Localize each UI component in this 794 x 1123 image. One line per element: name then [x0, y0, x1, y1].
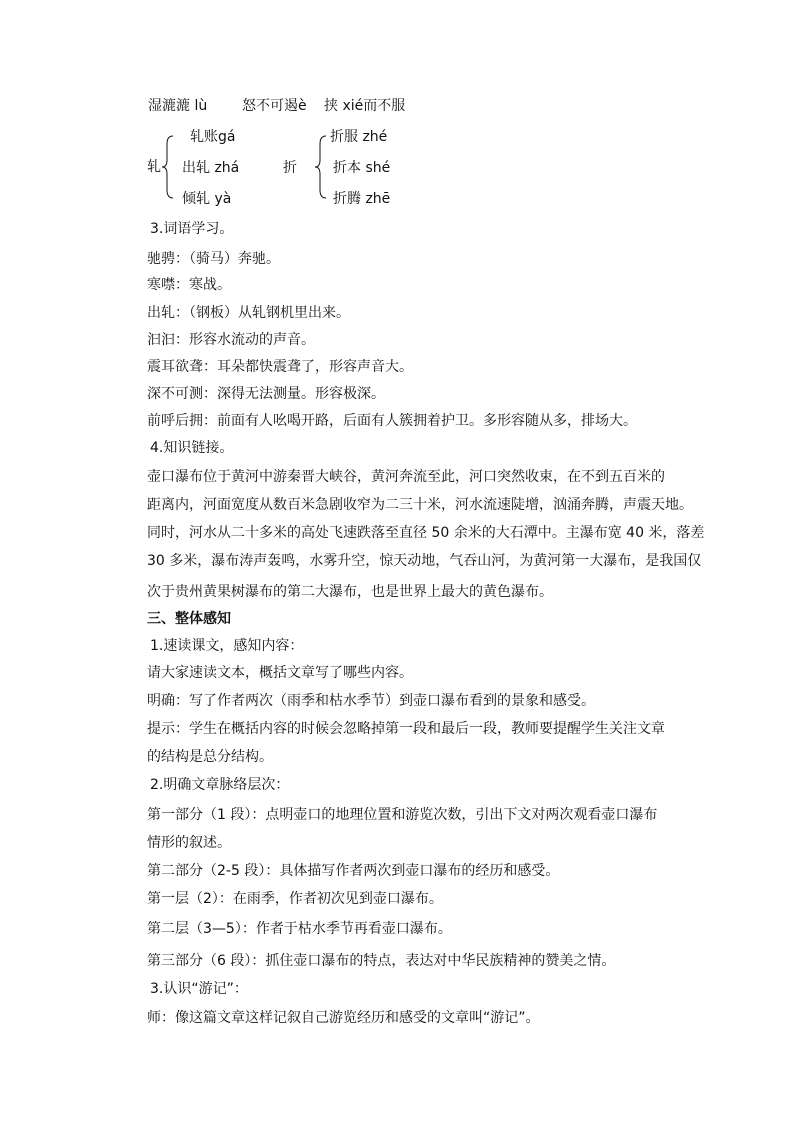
- vocab-item: 出轧：（钢板）从轧钢机里出来。: [147, 305, 350, 321]
- paragraph: 第二层（3—5）：作者于枯水季节再看壶口瀑布。: [147, 921, 452, 937]
- vocab-item: 震耳欲聋：耳朵都快震聋了，形容声音大。: [147, 359, 413, 375]
- left-brace-icon: [314, 134, 328, 200]
- zha-item-3: 倾轧 yà: [182, 191, 232, 207]
- knowledge-title: 4.知识链接。: [150, 440, 234, 456]
- zha-item-2: 出轧 zhá: [182, 160, 240, 176]
- subsection-title: 1.速读课文，感知内容：: [150, 638, 304, 654]
- paragraph: 第一层（2）：在雨季，作者初次见到壶口瀑布。: [147, 891, 443, 907]
- pinyin-word-3: 挟 xié而不服: [324, 98, 406, 114]
- knowledge-line: 距离内，河面宽度从数百米急剧收窄为二三十米，河水流速陡增，汹涌奔腾，声震天地。: [147, 497, 693, 513]
- vocab-item: 前呼后拥：前面有人吆喝开路，后面有人簇拥着护卫。多形容随从多，排场大。: [147, 413, 637, 429]
- vocab-item: 驰骋：（骑马）奔驰。: [147, 251, 280, 267]
- subsection-title: 2.明确文章脉络层次：: [150, 777, 290, 793]
- paragraph: 第三部分（6 段）：抓住壶口瀑布的特点，表达对中华民族精神的赞美之情。: [147, 953, 616, 969]
- subsection-title: 3.认识“游记”：: [150, 981, 248, 997]
- vocab-title: 3.词语学习。: [150, 221, 234, 237]
- vocab-item: 汩汩：形容水流动的声音。: [147, 332, 315, 348]
- knowledge-line: 次于贵州黄果树瀑布的第二大瀑布，也是世界上最大的黄色瀑布。: [147, 584, 553, 600]
- paragraph: 师：像这篇文章这样记叙自己游览经历和感受的文章叫“游记”。: [147, 1010, 540, 1026]
- paragraph: 的结构是总分结构。: [147, 749, 273, 765]
- pinyin-word-1: 湿漉漉 lù: [148, 98, 208, 114]
- paragraph: 第一部分（1 段）：点明壶口的地理位置和游览次数，引出下文对两次观看壶口瀑布: [147, 807, 658, 823]
- section-heading: 三、整体感知: [147, 611, 231, 627]
- zhe-head-char: 折: [283, 160, 297, 176]
- knowledge-line: 壶口瀑布位于黄河中游秦晋大峡谷，黄河奔流至此，河口突然收束，在不到五百米的: [147, 469, 665, 485]
- zhe-item-3: 折腾 zhē: [333, 191, 391, 207]
- zhe-item-2: 折本 shé: [333, 160, 391, 176]
- left-brace-icon: [161, 134, 175, 200]
- vocab-item: 深不可测：深得无法测量。形容极深。: [147, 386, 385, 402]
- vocab-item: 寒噤：寒战。: [147, 277, 231, 293]
- zha-item-1: 轧账gá: [190, 129, 236, 145]
- paragraph: 提示：学生在概括内容的时候会忽略掉第一段和最后一段，教师要提醒学生关注文章: [147, 721, 665, 737]
- paragraph: 第二部分（2-5 段）：具体描写作者两次到壶口瀑布的经历和感受。: [147, 863, 560, 879]
- zhe-item-1: 折服 zhé: [330, 129, 388, 145]
- knowledge-line: 30 多米，瀑布涛声轰鸣，水雾升空，惊天动地，气吞山河，为黄河第一大瀑布，是我国仅: [147, 553, 702, 569]
- paragraph: 请大家速读文本，概括文章写了哪些内容。: [147, 665, 413, 681]
- knowledge-line: 同时，河水从二十多米的高处飞速跌落至直径 50 余米的大石潭中。主瀑布宽 40 米，落差: [147, 525, 705, 541]
- paragraph: 情形的叙述。: [147, 835, 231, 851]
- pinyin-word-2: 怒不可遏è: [242, 98, 307, 114]
- paragraph: 明确：写了作者两次（雨季和枯水季节）到壶口瀑布看到的景象和感受。: [147, 693, 595, 709]
- zha-head-char: 轧: [147, 159, 161, 175]
